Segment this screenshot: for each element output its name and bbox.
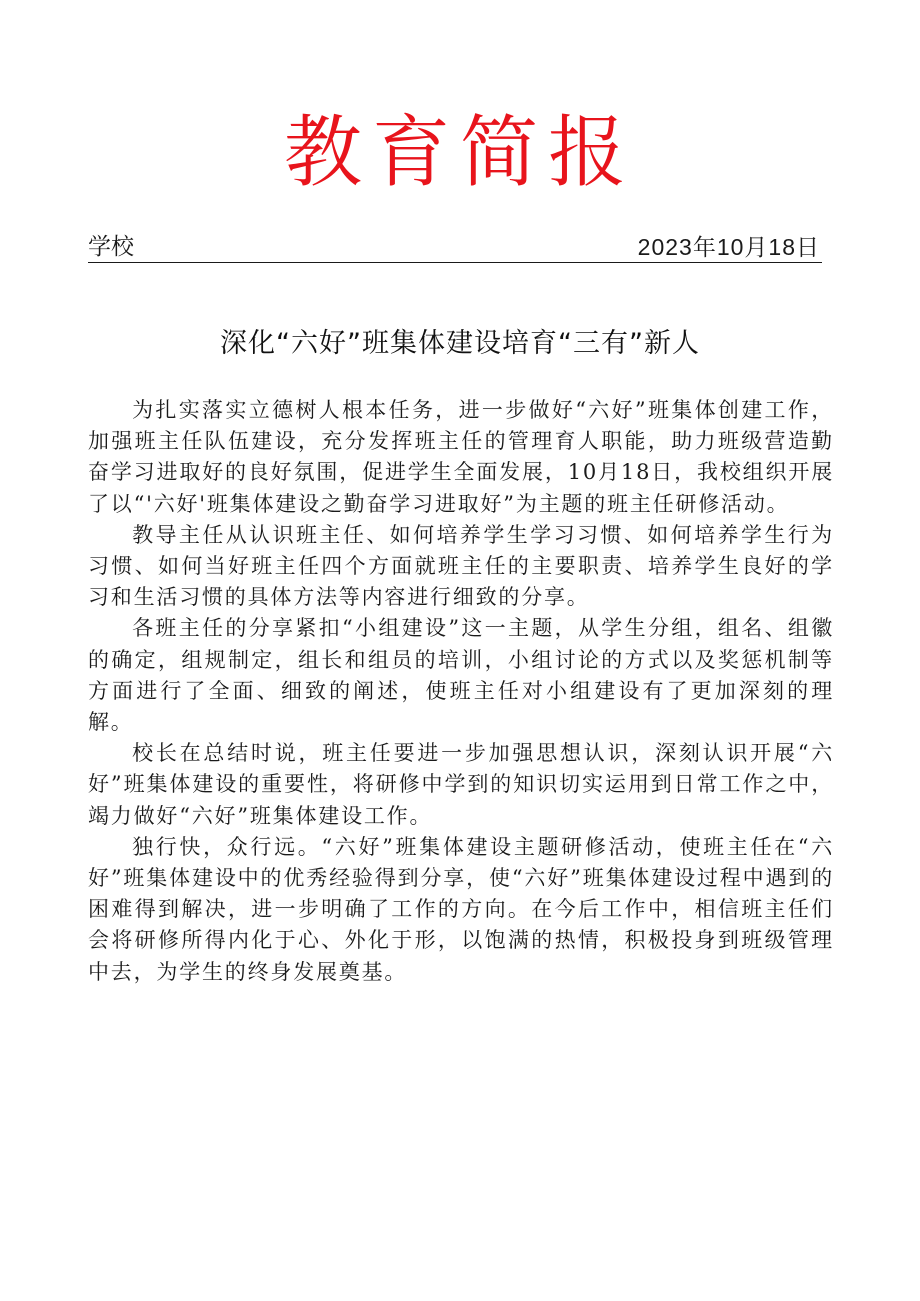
article-title: 深化“六好”班集体建设培育“三有”新人 <box>220 328 700 359</box>
paragraph: 校长在总结时说，班主任要进一步加强思想认识，深刻认识开展“六好”班集体建设的重要性，将研修中学到的知识切实运用到日常工作之中，竭力做好“六好”班集体建设工作。 <box>88 741 834 828</box>
paragraph: 各班主任的分享紧扣“小组建设”这一主题，从学生分组，组名、组徽的确定，组规制定，组长和组员的培训，小组讨论的方式以及奖惩机制等方面进行了全面、细致的阐述，使班主任对小组建设有了更加深刻的理解。 <box>88 616 834 735</box>
info-line <box>88 232 822 263</box>
paragraph: 教导主任从认识班主任、如何培养学生学习习惯、如何培养学生行为习惯、如何当好班主任四个方面就班主任的主要职责、培养学生良好的学习和生活习惯的具体方法等内容进行细致的分享。 <box>88 522 834 610</box>
issue-date: 2023年10月18日 <box>637 234 820 260</box>
school-label: 学校 <box>88 234 134 260</box>
paragraph: 为扎实落实立德树人根本任务，进一步做好“六好”班集体创建工作，加强班主任队伍建设，充分发挥班主任的管理育人职能，助力班级营造勤奋学习进取好的良好氛围，促进学生全面发展，10月18日，我校组织开展了以“'六好'班集体建设之勤奋学习进取好”为主题的班主任研修活动。 <box>88 398 834 516</box>
masthead-title: 教育简报 <box>283 108 636 198</box>
paragraph: 独行快，众行远。“六好”班集体建设主题研修活动，使班主任在“六好”班集体建设中的优秀经验得到分享，使“六好”班集体建设过程中遇到的困难得到解决，进一步明确了工作的方向。在今后工作中，相信班主任们会将研修所得内化于心、外化于形，以饱满的热情，积极投身到班级管理中去，为学生的终身发展奠基。 <box>88 834 834 984</box>
article-body <box>88 395 834 988</box>
